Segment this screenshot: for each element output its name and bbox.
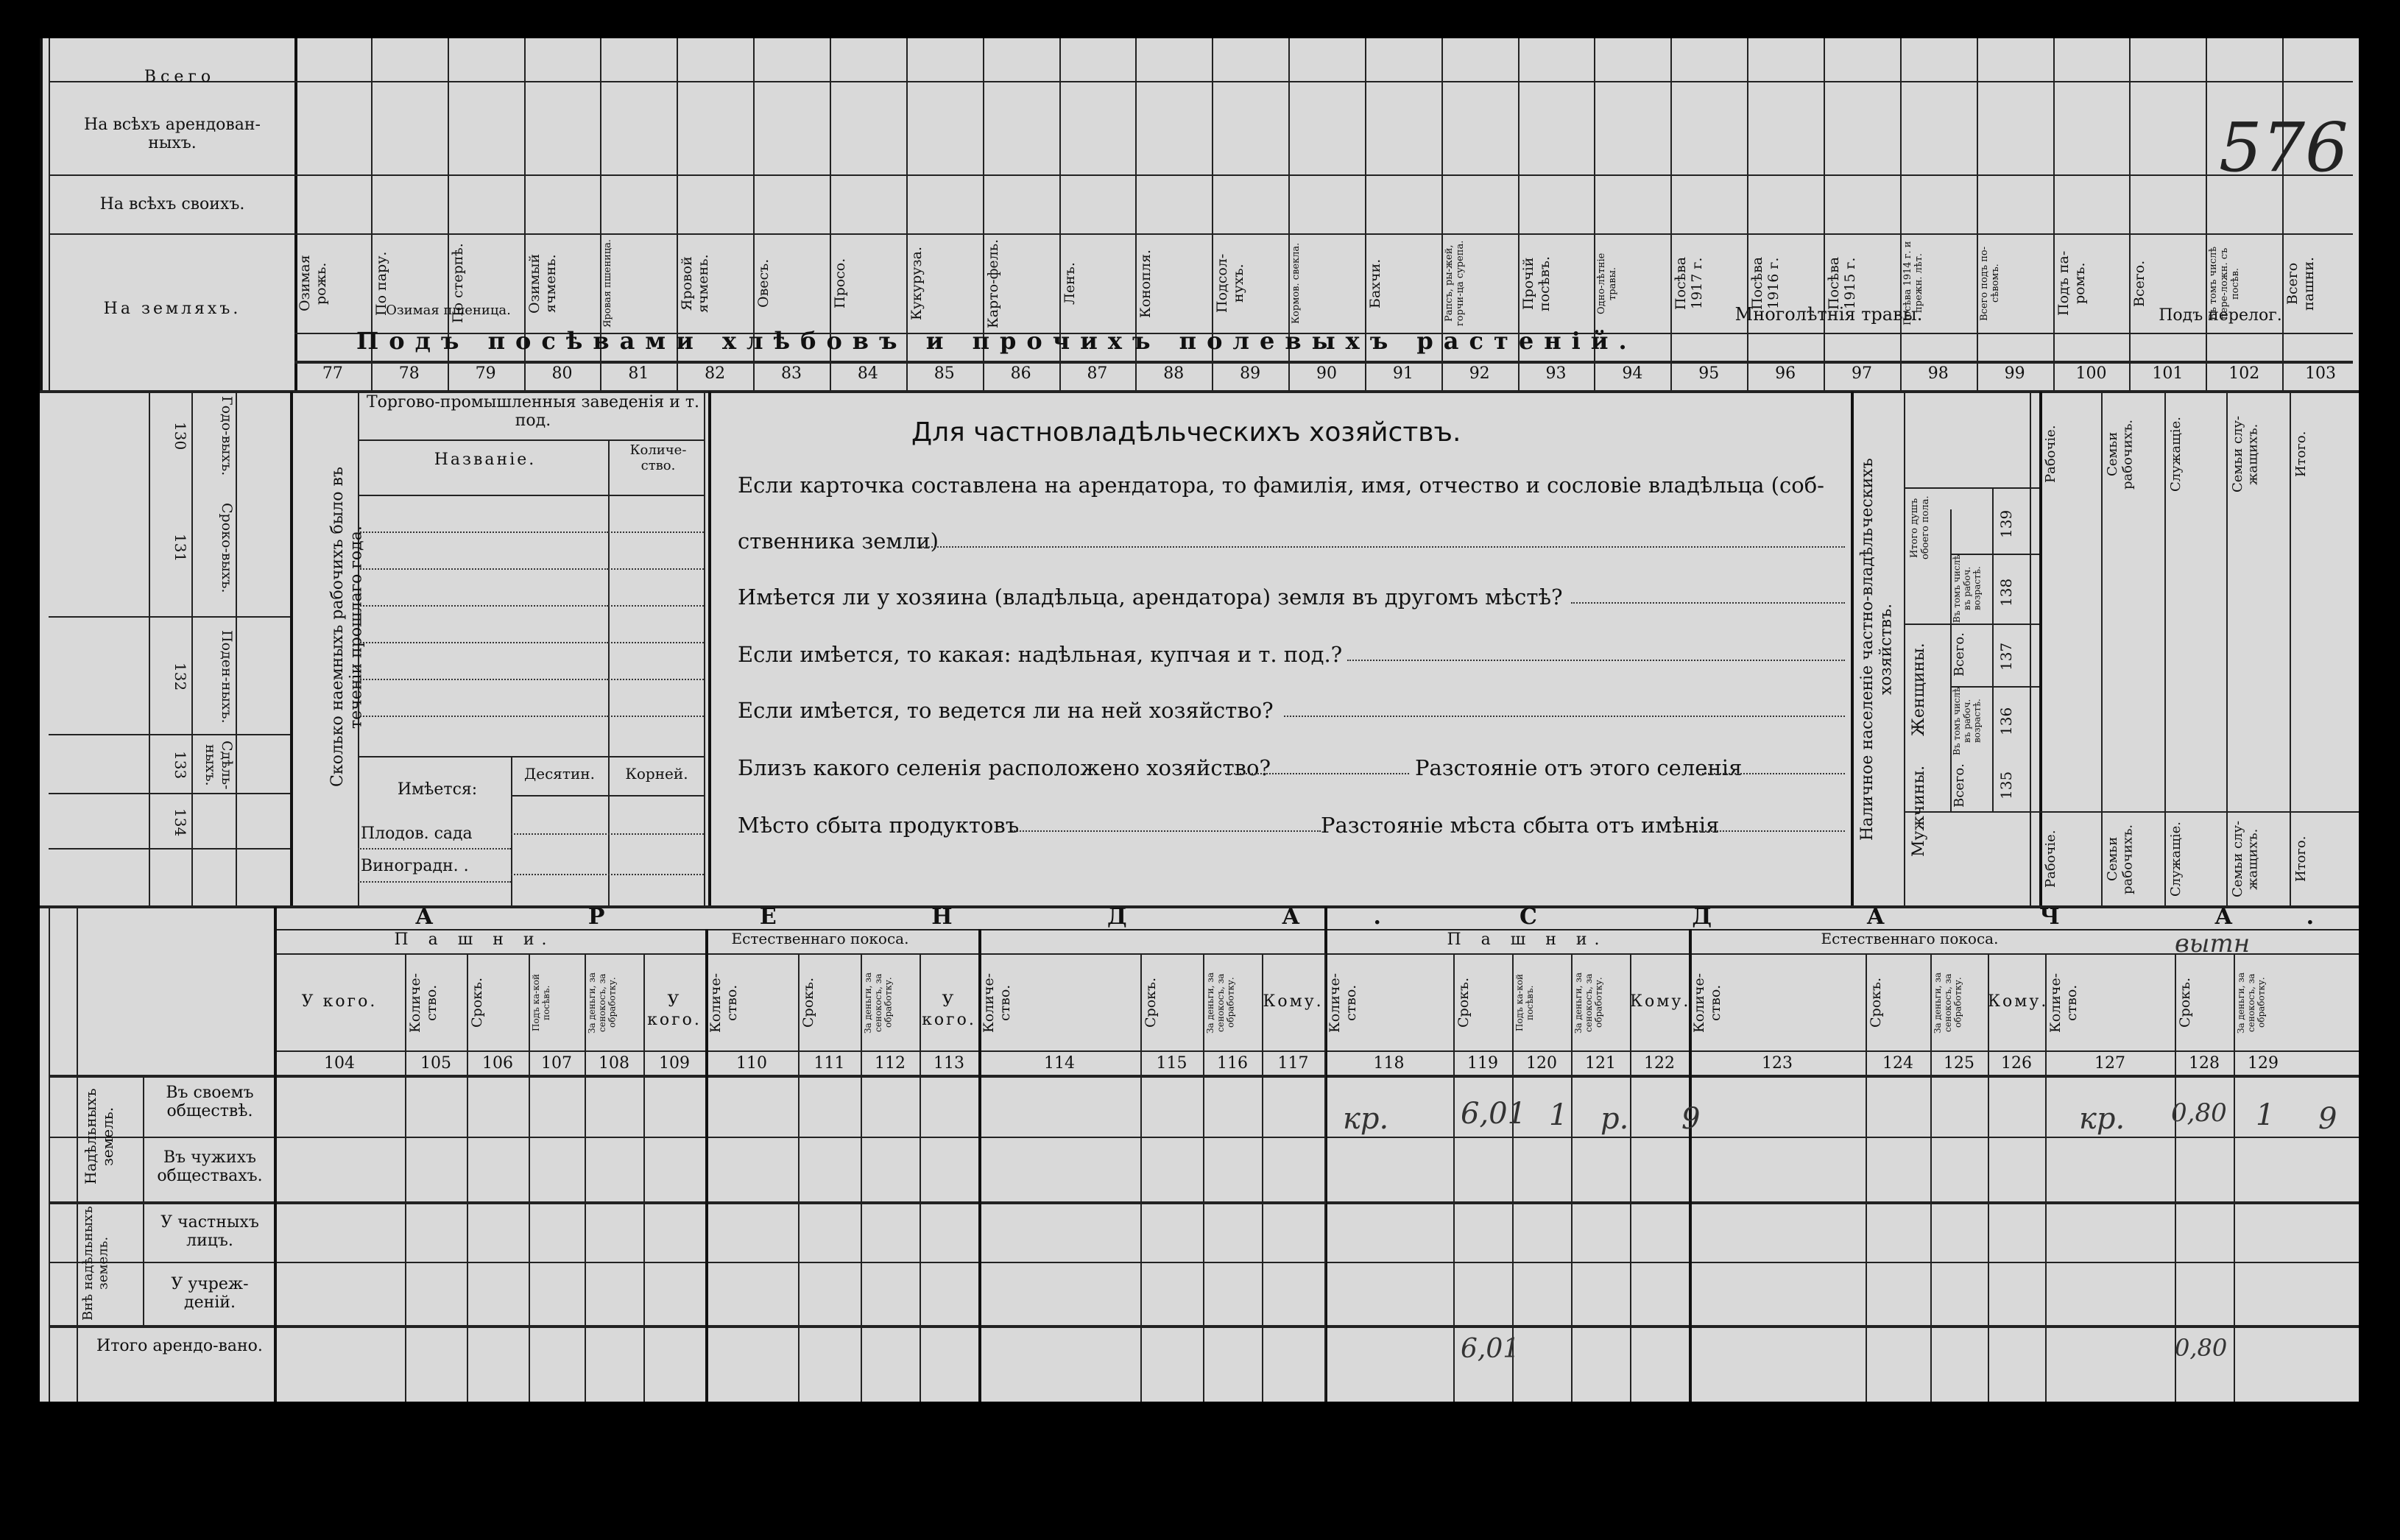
winter-wheat-label: Озимая пшеница. [386, 303, 511, 318]
lease-col-number: 125 [1944, 1054, 1974, 1073]
population-label: Наличное населеніе частно-владѣльческихъ хозяйствъ. [1858, 458, 1896, 841]
top-col-number: 92 [1469, 364, 1490, 383]
lease-col-header: Количе-ство. [1327, 972, 1359, 1033]
hired-col-number: 130 [172, 421, 189, 451]
lease-col-header: Кому. [1263, 992, 1324, 1011]
lease-col-number: 105 [420, 1054, 451, 1073]
itogo-dush-label: Итого душъ обоего пола. [1909, 495, 1931, 560]
lease-col-divider [1453, 953, 1455, 1402]
hired-col-number: 131 [172, 534, 189, 562]
lease-col-number: 106 [482, 1054, 513, 1073]
top-col-header: Карто-фель. [984, 239, 1001, 328]
employee-col-header-top: Рабочіе. [2043, 425, 2058, 484]
women-working-label: Въ томъ числѣ въ рабоч. возрастѣ. [1952, 554, 1983, 623]
lease-col-header: Срокъ. [1143, 977, 1159, 1028]
lease-col-header: Количе-ство. [407, 972, 440, 1033]
lease-col-header: За деньги, за сенокосъ, за обработку. [1933, 972, 1963, 1034]
sdacha-title: С Д А Ч А. [1520, 904, 2388, 930]
lease-col-divider [1988, 953, 1989, 1402]
row-institutions: У учреж-деній. [171, 1275, 249, 1313]
employee-col-header-bottom: Итого. [2293, 836, 2309, 883]
top-col-divider [2282, 38, 2284, 392]
row-other-communities: Въ чужихъ обществахъ. [157, 1148, 263, 1186]
lease-col-number: 129 [2248, 1054, 2279, 1073]
men-total-label: Всего. [1952, 763, 1967, 808]
lease-col-header: За деньги, за сенокосъ, за обработку. [2236, 972, 2267, 1034]
top-col-number: 88 [1163, 364, 1185, 383]
top-col-header: Одно-лѣтніе травы. [1596, 252, 1619, 314]
lease-col-header: Срокъ. [800, 977, 816, 1028]
top-col-header: Кукуруза. [908, 247, 925, 321]
top-col-divider [2206, 38, 2207, 392]
top-col-divider [2053, 38, 2055, 392]
top-col-number: 84 [857, 364, 878, 383]
top-col-number: 81 [628, 364, 649, 383]
top-col-number: 79 [475, 364, 496, 383]
lease-col-header: Срокъ. [2177, 977, 2193, 1028]
lease-col-divider [467, 953, 468, 1402]
employee-col-header-bottom: Служащіе. [2168, 822, 2184, 897]
allotment-lands-label: Надѣльныхъ земель. [82, 1088, 116, 1185]
lease-col-header: За деньги, за сенокосъ, за обработку. [1573, 972, 1604, 1034]
top-col-header: Просо. [831, 258, 848, 309]
non-allotment-lands-label: Внѣ надѣльныхъ земель. [80, 1206, 111, 1321]
lease-col-header: За деньги, за сенокосъ, за обработку. [863, 972, 894, 1034]
top-col-header: Овесъ. [755, 258, 772, 308]
lease-col-divider [861, 953, 862, 1402]
lease-col-divider [1630, 953, 1631, 1402]
row-label-leased: На всѣхъ арендован-ныхъ. [84, 116, 261, 153]
top-col-number: 97 [1851, 364, 1872, 383]
question-other-land: Имѣется ли у хозяина (владѣльца, арендатора) земля въ другомъ мѣстѣ? [738, 584, 1563, 610]
lease-col-divider [585, 953, 586, 1402]
top-col-header: Конопля. [1137, 249, 1154, 318]
top-col-header: Посѣва 1916 г. [1749, 256, 1782, 311]
trade-qty-header: Количе-ство. [629, 442, 687, 473]
hired-col-number: 132 [172, 663, 189, 691]
question-village-distance: Разстояніе отъ этого селенія [1415, 755, 1743, 780]
page-number: 576 [2219, 108, 2348, 187]
women-total-label: Всего. [1952, 632, 1967, 677]
has-label: Имѣется: [397, 780, 478, 799]
lease-col-number: 128 [2189, 1054, 2220, 1073]
top-col-number: 102 [2228, 364, 2260, 383]
top-col-number: 94 [1622, 364, 1643, 383]
top-col-number: 86 [1010, 364, 1031, 383]
top-col-number: 80 [551, 364, 573, 383]
lease-col-divider [798, 953, 800, 1402]
top-col-header: Прочій посѣвъ. [1520, 255, 1553, 311]
lease-col-divider [1930, 953, 1932, 1402]
hw-crop-1: р. [1600, 1102, 1629, 1136]
top-col-header: Всего. [2131, 260, 2148, 307]
trade-title: Торгово-промышленныя заведенія и т. под. [366, 393, 700, 431]
top-col-number: 99 [2004, 364, 2025, 383]
lease-col-number: 113 [933, 1054, 964, 1073]
trade-name-header: Названіе. [434, 451, 537, 469]
lease-col-header: Количе-ство. [981, 972, 1013, 1033]
question-farming: Если имѣется, то ведется ли на ней хозяйство? [738, 698, 1274, 723]
lease-col-number: 127 [2094, 1054, 2125, 1073]
lease-col-divider [529, 953, 530, 1402]
top-col-header: Всего пашни. [2284, 256, 2317, 311]
top-col-header: Подсол-нухъ. [1214, 253, 1247, 314]
lease-col-number: 122 [1644, 1054, 1675, 1073]
top-col-number: 96 [1775, 364, 1796, 383]
lease-col-header: Кому. [1630, 992, 1691, 1011]
sdacha-meadow: Естественнаго покоса. [1821, 930, 1999, 947]
top-col-number: 95 [1698, 364, 1720, 383]
lease-col-number: 114 [1044, 1054, 1075, 1073]
employee-col-header-top: Итого. [2293, 431, 2309, 478]
lease-col-header: За деньги, за сенокосъ, за обработку. [1205, 972, 1236, 1034]
banner-under-crops: Подъ посѣвами хлѣбовъ и прочихъ полевыхъ растеній. [356, 327, 1637, 355]
question-land-type: Если имѣется, то какая: надѣльная, купчая и т. под.? [738, 642, 1343, 667]
row-label-total: Всего [144, 68, 216, 86]
hired-col-header: Поден-ныхъ. [219, 630, 235, 724]
lease-group-divider [705, 929, 708, 1402]
lease-col-divider [1262, 953, 1263, 1402]
lease-col-header: Срокъ. [1868, 977, 1884, 1028]
lease-col-header: Срокъ. [469, 977, 485, 1028]
hired-col-number: 133 [172, 751, 189, 780]
sdacha-arable: П а ш н и. [1447, 930, 1607, 949]
row-label-own: На всѣхъ своихъ. [99, 195, 245, 213]
top-col-number: 91 [1392, 364, 1413, 383]
lease-col-number: 119 [1467, 1054, 1498, 1073]
korney-header: Корней. [625, 765, 688, 783]
lease-col-number: 120 [1526, 1054, 1557, 1073]
hw-total-1: 6,01 [1461, 1334, 1520, 1364]
top-col-header: Бахчи. [1366, 258, 1383, 308]
lease-col-number: 104 [324, 1054, 355, 1073]
lease-col-number: 126 [2001, 1054, 2032, 1073]
num-138: 138 [1997, 578, 2015, 607]
lease-col-divider [405, 953, 406, 1402]
lease-col-header: Подъ ка-кой посѣвъ. [531, 974, 551, 1031]
hw-pay-2: 9 [2318, 1102, 2337, 1136]
women-label: Женщины. [1910, 643, 1928, 737]
lease-col-number: 123 [1762, 1054, 1793, 1073]
perennial-grass-label: Многолѣтнія травы. [1734, 304, 1923, 325]
top-col-header: Рапсъ, ры-жей, горчи-ца сурепа. [1443, 240, 1466, 327]
lease-col-number: 107 [541, 1054, 572, 1073]
lease-group-divider [978, 929, 981, 1402]
top-col-header: Посѣва 1915 г. [1826, 256, 1858, 311]
form-title: Для частновладѣльческихъ хозяйствъ. [911, 417, 1461, 448]
lease-col-number: 112 [875, 1054, 906, 1073]
top-col-divider [1747, 38, 1748, 392]
lease-col-divider [1324, 953, 1326, 1402]
top-col-number: 83 [781, 364, 802, 383]
employee-col-header-top: Служащіе. [2168, 417, 2184, 492]
hw-pay-1: 9 [1681, 1102, 1701, 1136]
top-col-number: 93 [1545, 364, 1567, 383]
vineyard-label: Виноградн. . [361, 857, 469, 875]
employee-col-header-top: Семьи слу-жащихъ. [2230, 415, 2261, 493]
lease-col-number: 116 [1217, 1054, 1248, 1073]
top-col-number: 87 [1087, 364, 1108, 383]
hw-komu-1: кр. [1343, 1102, 1389, 1136]
lease-col-divider [2045, 953, 2047, 1402]
census-card [40, 38, 2388, 1402]
lease-col-divider [2234, 953, 2235, 1402]
arenda-arable: П а ш н и. [394, 930, 554, 949]
lease-col-header: У кого. [922, 992, 976, 1030]
top-col-divider [1670, 38, 1672, 392]
top-col-number: 77 [322, 364, 343, 383]
men-working-label: Въ томъ числѣ въ рабоч. возрастѣ. [1952, 687, 1983, 755]
top-col-header: Озимая рожь. [297, 255, 329, 312]
hired-col-header: Сдѣль-ныхъ. [202, 741, 235, 790]
desyatin-header: Десятин. [524, 765, 595, 783]
lease-col-header: За деньги, за сенокосъ, за обработку. [587, 972, 618, 1034]
lease-col-number: 111 [813, 1054, 845, 1073]
top-col-header: Посѣва 1917 г. [1673, 256, 1706, 311]
num-135: 135 [1997, 771, 2015, 800]
orchard-label: Плодов. сада [361, 824, 473, 843]
hw-qty-2: 0,80 [2171, 1098, 2227, 1128]
top-col-divider [2129, 38, 2131, 392]
lease-col-number: 118 [1373, 1054, 1405, 1073]
top-col-divider [1900, 38, 1902, 392]
top-col-header: Посѣва 1914 г. и прежн. лѣт. [1902, 241, 1924, 326]
arenda-title: А Р Е Н Д А. [415, 904, 1455, 930]
top-col-number: 89 [1240, 364, 1261, 383]
top-col-header: Кормов. свекла. [1291, 242, 1302, 325]
top-col-divider [1977, 38, 1978, 392]
lease-col-number: 109 [659, 1054, 690, 1073]
lease-col-header: Кому. [1988, 992, 2049, 1011]
row-label-lands: На земляхъ. [103, 300, 241, 318]
num-137: 137 [1997, 642, 2015, 671]
lease-col-number: 124 [1882, 1054, 1913, 1073]
top-col-number: 101 [2152, 364, 2184, 383]
top-col-header: Яровой ячмень. [679, 254, 712, 313]
top-col-number: 82 [705, 364, 726, 383]
lease-col-number: 121 [1585, 1054, 1616, 1073]
hired-col-header: Сроко-выхъ. [219, 503, 235, 593]
employee-col-header-bottom: Семьи рабочихъ. [2105, 824, 2136, 894]
top-col-divider [1824, 38, 1825, 392]
top-col-header: Яровая пшеница. [602, 239, 614, 328]
fallow-label: Подъ перелог. [2159, 306, 2282, 325]
men-label: Мужчины. [1910, 765, 1928, 858]
question-market: Мѣсто сбыта продуктовъ [738, 813, 1020, 838]
lease-group-divider [1689, 929, 1692, 1402]
employee-col-header-bottom: Семьи слу-жащихъ. [2230, 820, 2261, 898]
lease-col-number: 110 [736, 1054, 767, 1073]
num-136: 136 [1997, 707, 2015, 735]
lease-col-number: 108 [599, 1054, 629, 1073]
hw-qty-1: 6,01 [1461, 1097, 1527, 1131]
lease-col-divider [1203, 953, 1204, 1402]
lease-col-number: 117 [1277, 1054, 1309, 1073]
hired-col-number: 134 [172, 808, 189, 837]
top-col-header: Озимый ячмень. [526, 253, 559, 314]
hired-workers-label: Сколько наемныхъ рабочихъ было въ теченіи прошлаго года. [328, 467, 366, 788]
hw-komu-2: кр. [2079, 1102, 2125, 1136]
top-col-header: По пару. [373, 251, 389, 316]
row-own-community: Въ своемъ обществѣ. [166, 1084, 254, 1121]
question-owner: Если карточка составлена на арендатора, то фамилія, имя, отчество и сословіе владѣльца (соб- [738, 473, 1824, 498]
top-col-header: Всего подъ по-сѣвомъ. [1978, 246, 2001, 321]
arenda-meadow: Естественнаго покоса. [731, 930, 909, 947]
lease-col-header: Срокъ. [1455, 977, 1472, 1028]
employee-col-header-bottom: Рабочіе. [2043, 830, 2058, 889]
lease-col-number: 115 [1156, 1054, 1187, 1073]
top-col-number: 78 [398, 364, 420, 383]
num-139: 139 [1997, 509, 2015, 539]
lease-col-divider [1571, 953, 1573, 1402]
top-col-number: 85 [933, 364, 955, 383]
lease-col-header: У кого. [301, 992, 378, 1011]
top-col-header: Подъ па-ромъ. [2055, 250, 2088, 317]
top-col-number: 98 [1927, 364, 1949, 383]
question-village: Близъ какого селенія расположено хозяйство? [738, 755, 1271, 780]
lease-col-header: Подъ ка-кой посѣвъ. [1514, 974, 1535, 1031]
lease-col-header: Количе-ство. [2047, 972, 2080, 1033]
lease-col-header: Количе-ство. [1691, 972, 1723, 1033]
lease-col-divider [1140, 953, 1142, 1402]
top-col-number: 90 [1316, 364, 1337, 383]
top-col-number: 103 [2305, 364, 2337, 383]
employee-col-header-top: Семьи рабочихъ. [2105, 419, 2136, 490]
hw-term-1: 1 [1549, 1098, 1568, 1132]
hw-note: вытн [2175, 929, 2251, 958]
top-col-header: Ленъ. [1061, 262, 1078, 305]
top-col-header: По стерпѣ. [449, 243, 466, 324]
row-private-persons: У частныхъ лицъ. [160, 1213, 259, 1251]
hw-total-2: 0,80 [2175, 1334, 2228, 1362]
hired-col-header: Годо-выхъ. [219, 395, 235, 476]
question-market-distance: Разстояніе мѣста сбыта отъ имѣнія [1321, 813, 1720, 838]
top-col-number: 100 [2075, 364, 2107, 383]
top-col-header: Въ томъ числѣ пере-ложн. съ посѣв. [2208, 246, 2242, 321]
lease-col-divider [1866, 953, 1867, 1402]
row-total-leased: Итого арендо-вано. [96, 1337, 263, 1355]
hw-term-2: 1 [2256, 1098, 2275, 1132]
question-owner-cont: ственника земли) [738, 529, 939, 554]
lease-col-header: У кого. [647, 992, 702, 1030]
lease-col-header: Количе-ство. [707, 972, 740, 1033]
